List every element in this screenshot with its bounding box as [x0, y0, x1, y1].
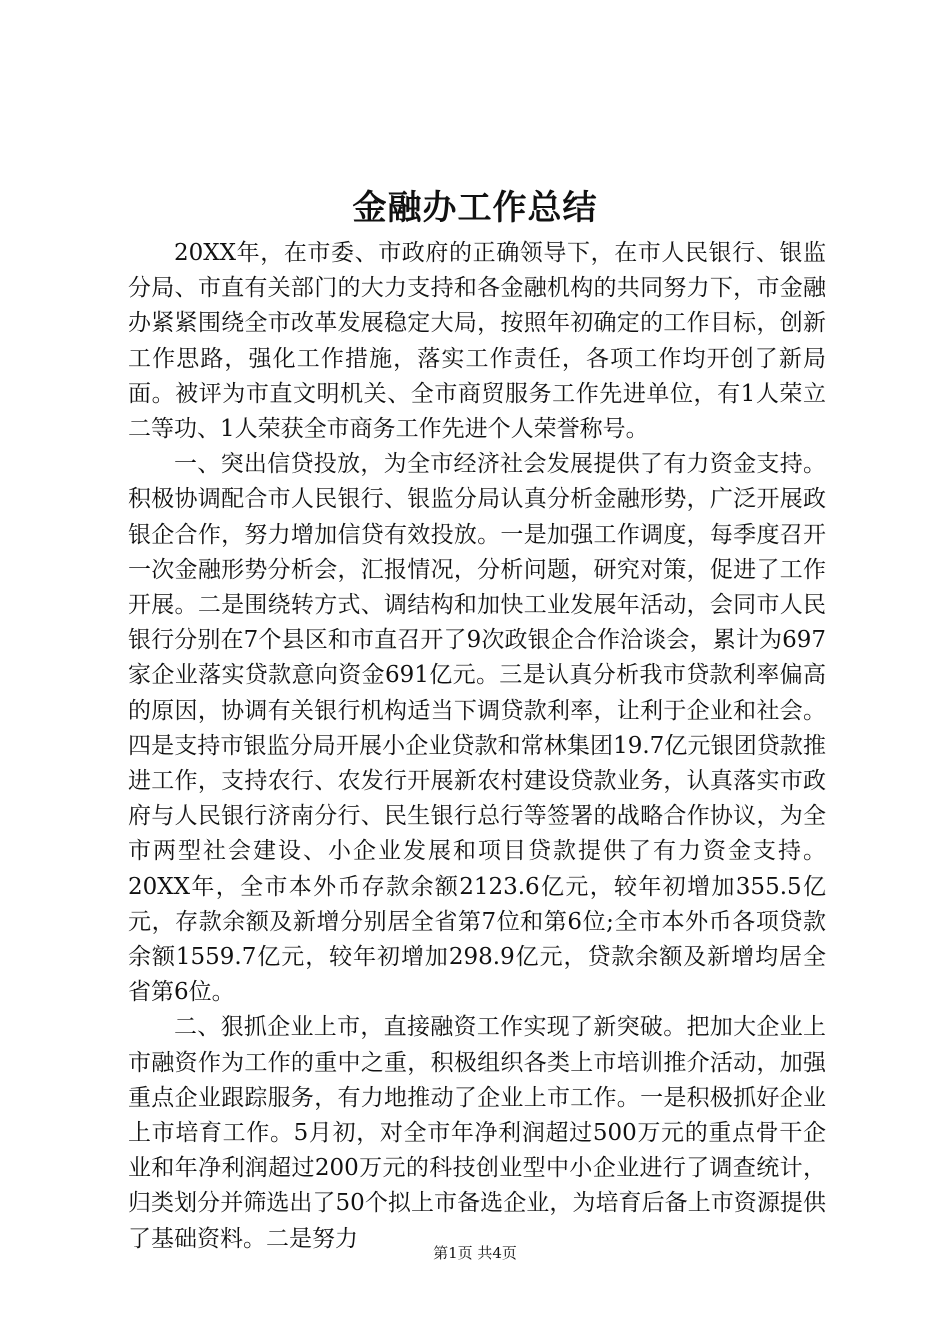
paragraph-section-1: 一、突出信贷投放，为全市经济社会发展提供了有力资金支持。积极协调配合市人民银行、银监分局认真分析金融形势，广泛开展政银企合作，努力增加信贷有效投放。一是加强工作调度，每季度召开一次金融形势分析会，汇报情况，分析问题，研究对策，促进了工作开展。二是围绕转方式、调结构和加快工业发展年活动，会同市人民银行分别在7个县区和市直召开了9次政银企合作洽谈会，累计为697家企业落实贷款意向资金691亿元。三是认真分析我市贷款利率偏高的原因，协调有关银行机构适当下调贷款利率，让利于企业和社会。四是支持市银监分局开展小企业贷款和常林集团19.7亿元银团贷款推进工作，支持农行、农发行开展新农村建设贷款业务，认真落实市政府与人民银行济南分行、民生银行总行等签署的战略合作协议，为全市两型社会建设、小企业发展和项目贷款提供了有力资金支持。20XX年，全市本外币存款余额2123.6亿元，较年初增加355.5亿元，存款余额及新增分别居全省第7位和第6位;全市本外币各项贷款余额1559.7亿元，较年初增加298.9亿元，贷款余额及新增均居全省第6位。 — [128, 451, 826, 1006]
document-body — [128, 236, 826, 1257]
paragraph-section-2: 二、狠抓企业上市，直接融资工作实现了新突破。把加大企业上市融资作为工作的重中之重，积极组织各类上市培训推介活动，加强重点企业跟踪服务，有力地推动了企业上市工作。一是积极抓好企业上市培育工作。5月初，对全市年净利润超过500万元的重点骨干企业和年净利润超过200万元的科技创业型中小企业进行了调查统计，归类划分并筛选出了50个拟上市备选企业，为培育后备上市资源提供了基础资料。二是努力 — [128, 1014, 826, 1252]
paragraph-intro: 20XX年，在市委、市政府的正确领导下，在市人民银行、银监分局、市直有关部门的大力支持和各金融机构的共同努力下，市金融办紧紧围绕全市改革发展稳定大局，按照年初确定的工作目标，创新工作思路，强化工作措施，落实工作责任，各项工作均开创了新局面。被评为市直文明机关、全市商贸服务工作先进单位，有1人荣立二等功、1人荣获全市商务工作先进个人荣誉称号。 — [128, 240, 826, 443]
page-footer: 第1页 共4页 — [433, 1244, 517, 1262]
document-title: 金融办工作总结 — [352, 188, 598, 228]
